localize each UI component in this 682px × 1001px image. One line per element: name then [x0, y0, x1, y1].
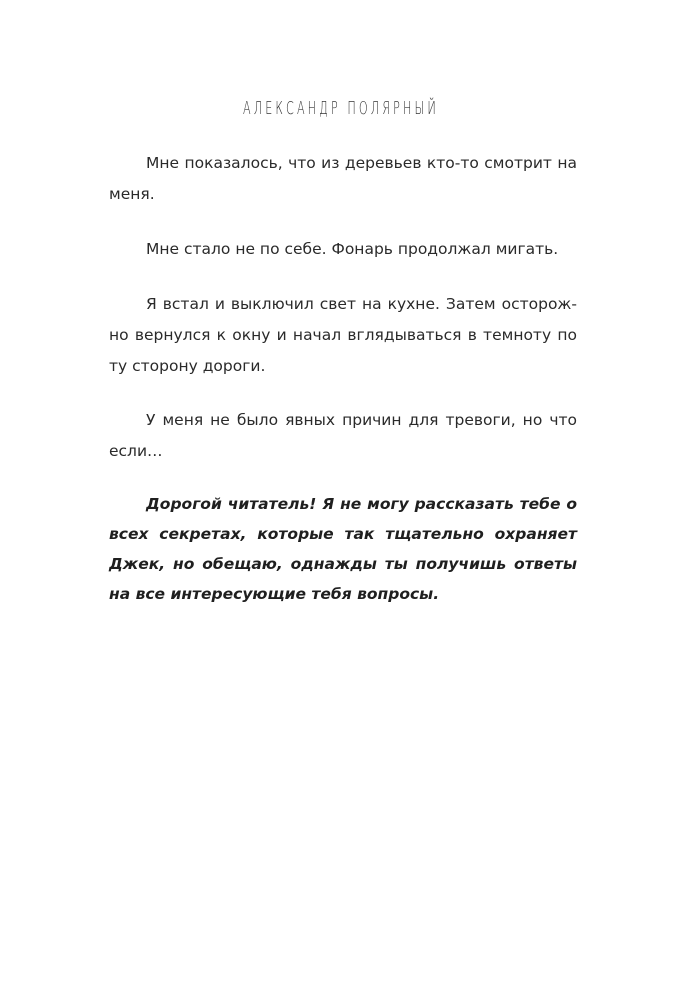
author-note-text: Дорогой читатель! Я не могу рассказать тебе о всех секретах, которые так тщательно охраняет Джек, но обещаю, однажды ты получишь ответы на все интересующие тебя вопросы.	[109, 495, 577, 603]
paragraph-1-text: Мне показалось, что из деревьев кто-то смотрит на меня.	[109, 154, 577, 203]
running-header-author-name: АЛЕКСАНДР ПОЛЯРНЫЙ	[243, 98, 439, 119]
paragraph-3-text: Я встал и выключил свет на кухне. Затем осторожно вернулся к окну и начал вглядываться в темноту по ту сторону дороги.	[109, 295, 577, 375]
paragraph-3	[109, 289, 577, 382]
paragraph-4	[109, 405, 577, 467]
paragraph-4-text: У меня не было явных причин для тревоги, но что если…	[109, 411, 577, 460]
paragraph-2-text: Мне стало не по себе. Фонарь продолжал мигать.	[146, 240, 559, 258]
paragraph-2	[109, 234, 577, 265]
author-note	[109, 489, 577, 609]
paragraph-1	[109, 148, 577, 210]
